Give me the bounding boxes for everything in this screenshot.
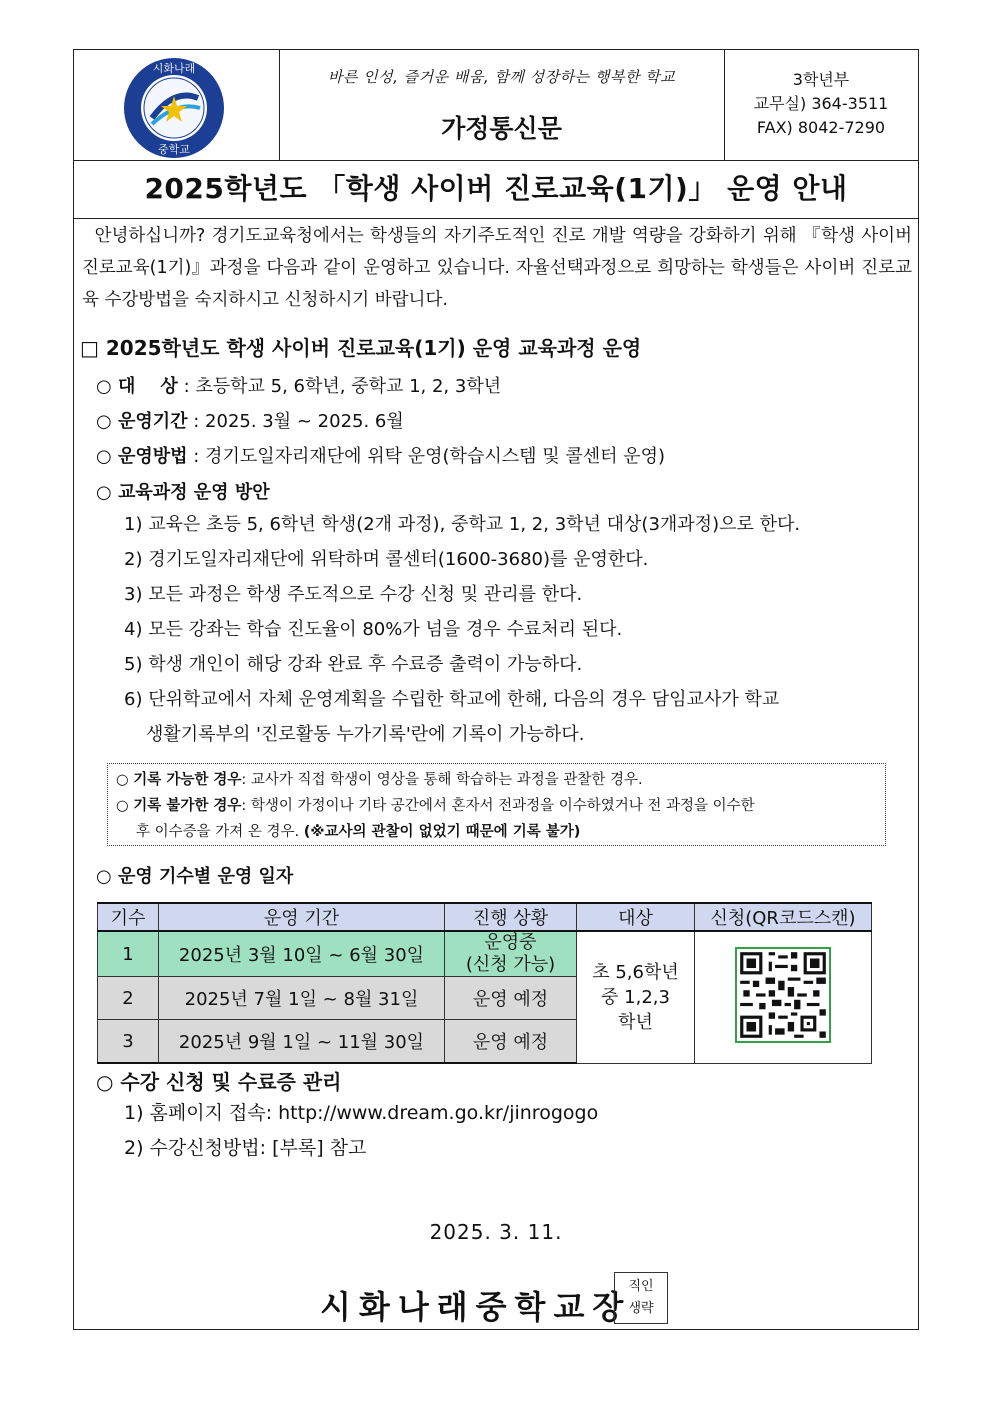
col-period: 운영 기간 [159,903,445,931]
plan-item: 4) 모든 강좌는 학습 진도율이 80%가 넘을 경우 수료처리 된다. [124,619,623,640]
stamp-box [614,1272,668,1324]
apply-item-homepage: 1) 홈페이지 접속: http://www.dream.go.kr/jinrogogo [124,1102,599,1124]
period-row [96,407,404,433]
notice-frame [73,49,919,1330]
contact-cell [724,50,918,160]
note-impossible-label: 기록 불가한 경우 [133,798,242,814]
qr-code-icon[interactable] [735,947,831,1043]
method-value: : 경기도일자리재단에 위탁 운영(학습시스템 및 콜센터 운영) [193,446,666,467]
row-status: 운영 예정 [445,1020,577,1064]
plan-item: 6) 단위학교에서 자체 운영계획을 수립한 학교에 한해, 다음의 경우 담임교사가 학교 [124,689,780,710]
schedule-header-row [98,903,872,931]
paper-title: 가정통신문 [441,114,562,143]
plan-item: 2) 경기도일자리재단에 위탁하며 콜센터(1600-3680)를 운영한다. [124,549,649,570]
title-cell [279,50,725,160]
note-impossible-cont [116,819,877,845]
school-motto: 바른 인성, 즐거운 배움, 함께 성장하는 행복한 학교 [327,68,676,86]
svg-text:중학교: 중학교 [158,143,190,156]
apply-heading: ○ 수강 신청 및 수료증 관리 [96,1070,342,1094]
plan-row [96,478,270,504]
target-label: ○ 대 상 [96,376,178,397]
period-value: : 2025. 3월 ~ 2025. 6월 [193,411,404,432]
row-no: 3 [98,1020,159,1064]
stamp-line1: 직인 [628,1279,654,1294]
row-status: 운영 예정 [445,977,577,1020]
note-impossible-emph: (※교사의 관찰이 없었기 때문에 기록 불가) [303,824,581,840]
period-label: ○ 운영기간 [96,411,188,432]
plan-item: 생활기록부의 '진로활동 누가기록'란에 기록이 가능하다. [146,724,585,745]
apply-item-method: 2) 수강신청방법: [부록] 참고 [124,1137,367,1159]
plan-list [124,507,914,752]
method-label: ○ 운영방법 [96,446,188,467]
note-possible: ○ 기록 가능한 경우: 교사가 직접 학생이 영상을 통해 학습하는 과정을 관찰한 경우. [116,772,643,788]
target-row [96,372,501,398]
issue-date: 2025. 3. 11. [429,1220,563,1244]
target-value: : 초등학교 5, 6학년, 중학교 1, 2, 3학년 [183,376,502,397]
signer: 시화나래중학교장 [320,1288,632,1326]
plan-item: 3) 모든 과정은 학생 주도적으로 수강 신청 및 관리를 한다. [124,584,583,605]
schedule-table [97,902,872,1064]
plan-item: 1) 교육은 초등 5, 6학년 학생(2개 과정), 중학교 1, 2, 3학년 대상(3개과정)으로 한다. [124,514,801,535]
record-note-box [107,763,886,846]
school-logo [122,56,226,160]
fax: FAX) 8042-7290 [756,118,886,137]
schedule-heading: ○ 운영 기수별 운영 일자 [96,866,294,887]
row-period: 2025년 3월 10일 ~ 6월 30일 [159,931,445,977]
svg-text:시화나래: 시화나래 [152,62,196,75]
col-status: 진행 상황 [445,903,577,931]
row-status: 운영중 (신청 가능) [445,931,577,977]
col-qr: 신청(QR코드스캔) [695,903,872,931]
plan-item: 5) 학생 개인이 해당 강좌 완료 후 수료증 출력이 가능하다. [124,654,583,675]
note-impossible-text: : 학생이 가정이나 기타 공간에서 혼자서 전과정을 이수하였거나 전 과정을 이수한 [241,798,755,814]
note-possible-text: : 교사가 직접 학생이 영상을 통해 학습하는 과정을 관찰한 경우. [241,772,643,788]
intro-text: 안녕하십니까? 경기도교육청에서는 학생들의 자기주도적인 진로 개발 역량을 강화하기 위해 『학생 사이버 진로교육(1기)』과정을 다음과 같이 운영하고 있습니다. 자율선택과정으로 희망하는 학생들은 사이버 진로교육 수강방법을 숙지하시고 신청하시기 바랍니다. [82,226,912,310]
qr-cell [695,931,872,1063]
target-cell: 초 5,6학년 중 1,2,3 학년 [577,931,695,1063]
stamp-line2: 생략 [628,1301,654,1316]
notice-title: 2025학년도 「학생 사이버 진로교육(1기)」 운영 안내 [74,160,918,219]
intro-paragraph [82,220,912,316]
plan-label: ○ 교육과정 운영 방안 [96,482,270,503]
row-period: 2025년 9월 1일 ~ 11월 30일 [159,1020,445,1064]
dept: 3학년부 [792,70,850,89]
note-possible-label: 기록 가능한 경우 [133,772,242,788]
table-row [98,931,872,977]
apply-list [124,1096,914,1166]
row-no: 2 [98,977,159,1020]
section1-heading: □ 2025학년도 학생 사이버 진로교육(1기) 운영 교육과정 운영 [80,336,642,360]
note-impossible-text2: 후 이수증을 가져 온 경우. [136,824,300,840]
method-row [96,442,665,468]
col-target: 대상 [577,903,695,931]
row-period: 2025년 7월 1일 ~ 8월 31일 [159,977,445,1020]
row-no: 1 [98,931,159,977]
col-no: 기수 [98,903,159,931]
header [74,50,918,161]
logo-cell [74,50,280,160]
office-phone: 교무실) 364-3511 [753,94,889,113]
note-impossible: ○ 기록 불가한 경우: 학생이 가정이나 기타 공간에서 혼자서 전과정을 이수하였거나 전 과정을 이수한 [116,798,755,814]
